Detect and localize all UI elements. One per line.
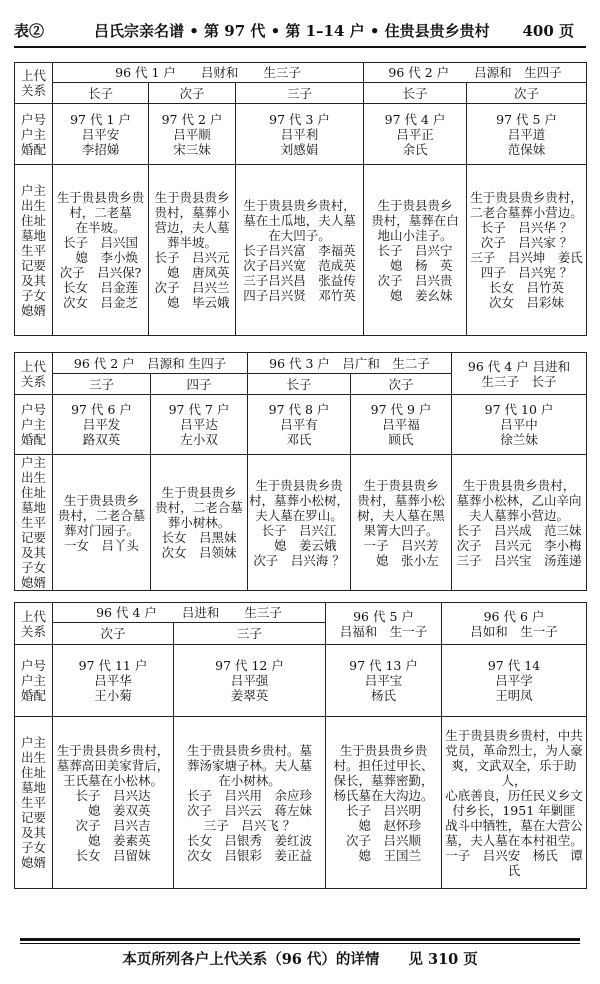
bio-line: 次子 吕兴兰	[154, 280, 230, 295]
bio-line: 媳 姜云娥	[261, 537, 337, 553]
bio-line: 墓葬小松林，乙山辛向	[456, 492, 582, 508]
label-household: 户号户主婚配	[15, 104, 53, 165]
parent-cell: 96 代 3 户 吕广和 生二子	[248, 353, 452, 374]
parent-cell: 96 代 2 户 吕源和 生四子	[53, 353, 248, 374]
household-line: 吕平道	[507, 126, 546, 142]
bio-line: 村，墓葬小松树，	[249, 492, 350, 508]
parent-cell: 96 代 5 户 吕福和 生一子	[326, 603, 442, 645]
bio-line: 地山小洼子。	[377, 227, 453, 243]
household-line: 吕平有	[280, 417, 318, 432]
relation-cell: 次子	[351, 374, 452, 395]
bio-line: 战斗中牺牲，墓在大营公	[445, 817, 583, 833]
household-line: 吕平强	[230, 673, 269, 688]
household-line: 宋三妹	[173, 141, 211, 157]
bio-cell	[248, 455, 351, 591]
bio-line: 次女 吕银彩 姜正益	[186, 847, 312, 863]
household-line: 王明凤	[495, 688, 533, 703]
household-line: 邓氏	[286, 432, 312, 447]
bio-line: 次子 吕兴海 ？	[253, 552, 345, 568]
household-line: 徐兰妹	[500, 432, 538, 447]
household-line: 吕平达	[180, 417, 218, 432]
bio-line: 次子 吕兴保?	[59, 265, 142, 280]
bio-cell	[174, 717, 326, 889]
bio-line: 葬小树林。	[167, 515, 231, 530]
bio-line: 生于贵县贵乡贵村。墓	[186, 742, 312, 758]
household-line: 杨氏	[370, 688, 396, 703]
bio-line: 树，夫人墓在黑	[357, 507, 445, 523]
bio-line: 长子 吕兴用 余应珍	[186, 787, 312, 803]
bio-line: 四子吕兴贤 邓竹英	[243, 287, 356, 303]
bio-line: 次子 吕兴顺	[345, 832, 421, 848]
label-bio: 户主出生住址墓地生平记要及其子女媳婿	[15, 717, 53, 889]
household-line: 97 代 11 户	[78, 658, 148, 673]
relation-cell: 三子	[236, 83, 364, 104]
bio-line: 四子 吕兴宪 ？	[480, 265, 573, 280]
bio-line: 在大凹子。	[268, 227, 331, 243]
bio-cell	[151, 455, 248, 591]
bio-line: 长女 吕竹英	[489, 280, 565, 295]
household-line: 吕平华	[94, 673, 132, 688]
relation-cell: 次子	[467, 83, 587, 104]
household-cell	[442, 645, 587, 717]
parent-cell: 96 代 1 户 吕财和 生三子	[53, 63, 364, 83]
bio-line: 长子 吕兴达	[75, 787, 151, 803]
household-line: 王小菊	[94, 688, 132, 703]
bio-line: 爽，文武双全，乐于助人，	[451, 757, 577, 788]
bio-line: 杨氏墓在大沟边。	[333, 787, 434, 803]
bio-line: 长子 吕兴元	[154, 250, 230, 265]
household-line: 路双英	[82, 432, 121, 447]
household-line: 97 代 5 户	[496, 111, 557, 127]
footer-rule-thick	[20, 938, 580, 941]
bio-line: 心底善良，历任民义乡文	[445, 787, 583, 803]
bio-cell	[467, 165, 587, 336]
bio-line: 长子 吕兴宁	[377, 242, 453, 258]
bio-line: 付乡长，1951 年剿匪	[452, 802, 576, 818]
bio-line: 夫人墓葬小营边。	[469, 507, 570, 523]
page-title: 吕氏宗亲名谱 • 第 97 代 • 第 1–14 户 • 住贵县贵乡贵村	[94, 22, 490, 40]
bio-line: 夫人墓在罗山。	[255, 507, 343, 523]
household-cell	[248, 395, 351, 455]
household-cell	[151, 395, 248, 455]
parent-cell: 96 代 6 户 吕如和 生一子	[442, 603, 587, 645]
relation-cell: 三子	[174, 623, 326, 645]
bio-line: 生于贵县贵乡贵	[339, 742, 428, 758]
page-header	[14, 20, 586, 42]
bio-line: 长女 吕黑妹	[161, 530, 237, 545]
genealogy-table-2	[14, 352, 587, 591]
household-cell	[351, 395, 452, 455]
bio-line: 媳 姜素英	[75, 832, 151, 848]
bio-line: 生于贵县贵乡	[161, 485, 237, 500]
header-rule	[14, 46, 586, 48]
household-cell	[149, 104, 236, 165]
household-line: 吕平顺	[173, 126, 211, 142]
label-household: 户号户主婚配	[15, 645, 53, 717]
bio-cell	[364, 165, 467, 336]
bio-line: 长女 吕银秀 姜红波	[186, 832, 312, 848]
bio-line: 长子 吕兴江	[261, 522, 337, 538]
bio-line: 三子吕兴昌 张益传	[243, 272, 356, 288]
household-line: 吕平学	[495, 673, 533, 688]
bio-line: 贵村，墓葬小松	[357, 492, 445, 508]
bio-line: 生于贵县贵乡贵村，	[243, 197, 356, 213]
bio-line: 生于贵县贵乡贵村，	[462, 477, 576, 493]
table-number: 表②	[14, 22, 45, 40]
bio-line: 生于贵县贵乡贵	[255, 477, 343, 493]
household-line: 顾氏	[388, 432, 414, 447]
household-line: 左小双	[180, 432, 218, 447]
bio-line: 党员，革命烈士，为人豪	[445, 742, 583, 758]
bio-cell	[351, 455, 452, 591]
relation-cell: 长子	[248, 374, 351, 395]
bio-line: 媳 毕云娥	[154, 295, 230, 310]
bio-line: 果箐大凹子。	[363, 522, 439, 538]
genealogy-table-1	[14, 62, 587, 336]
label-parent: 上代关系	[15, 603, 53, 645]
relation-cell: 次子	[53, 623, 174, 645]
bio-line: 次女 吕领妹	[161, 545, 237, 560]
bio-line: 次女 吕彩妹	[489, 295, 565, 310]
bio-line: 媳 赵怀珍	[345, 817, 421, 833]
household-line: 97 代 4 户	[384, 111, 446, 127]
footer-note: 本页所列各户上代关系（96 代）的详情 见 310 页	[122, 951, 478, 968]
label-parent: 上代关系	[15, 63, 53, 104]
bio-cell	[53, 165, 149, 336]
parent-cell: 96 代 2 户 吕源和 生四子	[364, 63, 587, 83]
bio-line: 在半坡。	[75, 220, 126, 235]
label-parent: 上代关系	[15, 353, 53, 395]
household-cell	[326, 645, 442, 717]
bio-line: 媳 姜双英	[75, 802, 151, 818]
bio-line: 墓葬高田美家背后，	[56, 757, 170, 773]
household-line: 97 代 9 户	[370, 402, 432, 417]
parent-cell: 96 代 4 户 吕进和 生三子	[53, 603, 326, 623]
label-bio: 户主出生住址墓地生平记要及其子女媳婿	[15, 455, 53, 591]
bio-line: 村，二老墓	[69, 205, 132, 220]
household-cell	[452, 395, 587, 455]
bio-line: 二老合墓葬小营边。	[470, 205, 583, 220]
bio-line: 墓在土瓜地，夫人墓	[243, 212, 356, 228]
bio-line: 葬对门园子。	[63, 522, 139, 538]
bio-line: 长女 吕金莲	[62, 280, 138, 295]
relation-cell: 长子	[364, 83, 467, 104]
bio-line: 媳 唐凤英	[154, 265, 230, 280]
bio-line: 一女 吕丫头	[63, 537, 139, 553]
bio-line: 媳 李小焕	[62, 250, 138, 265]
footer-rule-thin	[20, 943, 580, 944]
household-line: 吕平福	[382, 417, 420, 432]
relation-cell: 四子	[151, 374, 248, 395]
bio-line: 次女 吕金芝	[62, 295, 138, 310]
household-line: 97 代 6 户	[71, 402, 132, 417]
bio-line: 一子 吕兴芳	[363, 537, 439, 553]
bio-line: 生于贵县贵乡	[363, 477, 439, 493]
household-line: 97 代 1 户	[70, 111, 131, 127]
household-cell	[364, 104, 467, 165]
household-line: 97 代 8 户	[268, 402, 330, 417]
bio-line: 次子 吕兴家 ？	[480, 235, 573, 250]
household-line: 刘感娟	[280, 141, 319, 157]
bio-line: 村。担任过甲长、	[333, 757, 434, 773]
household-cell	[174, 645, 326, 717]
label-bio: 户主出生住址墓地生平记要及其子女媳婿	[15, 165, 53, 336]
household-line: 97 代 7 户	[168, 402, 230, 417]
bio-line: 生于贵县贵乡贵	[56, 190, 145, 205]
household-line: 余氏	[402, 141, 428, 157]
household-line: 吕平正	[396, 126, 434, 142]
relation-cell: 次子	[149, 83, 236, 104]
bio-line: 营边，夫人墓	[154, 220, 230, 235]
bio-line: 生于贵县贵乡	[377, 197, 453, 213]
bio-line: 长女 吕留妹	[75, 847, 151, 863]
bio-line: 三子 吕兴坤 姜氏	[470, 250, 583, 265]
household-line: 吕平安	[81, 126, 120, 142]
household-cell	[53, 645, 174, 717]
household-line: 姜翠英	[230, 688, 269, 703]
bio-cell	[326, 717, 442, 889]
bio-line: 生于贵县贵乡	[154, 190, 230, 205]
bio-cell	[452, 455, 587, 591]
household-cell	[53, 395, 151, 455]
relation-cell: 三子	[53, 374, 151, 395]
bio-line: 长子 吕兴华 ？	[480, 220, 573, 235]
bio-line: 三子 吕兴宝 汤莲递	[456, 552, 582, 568]
bio-line: 媳 姜幺妹	[377, 287, 453, 303]
household-cell	[467, 104, 587, 165]
bio-line: 长子 吕兴国	[62, 235, 138, 250]
bio-line: 生于贵县贵乡贵村，	[56, 742, 170, 758]
bio-line: 次子吕兴宽 范成英	[243, 257, 356, 273]
bio-line: 媳 王国兰	[345, 847, 421, 863]
household-line: 吕平宝	[364, 673, 403, 688]
household-line: 吕平利	[280, 126, 319, 142]
bio-line: 生于贵县贵乡贵村，	[470, 190, 583, 205]
bio-cell	[149, 165, 236, 336]
household-line: 吕平中	[500, 417, 538, 432]
bio-line: 墓，夫人墓在本村祖茔。	[445, 832, 583, 848]
bio-line: 在小树林。	[218, 772, 281, 788]
bio-line: 次子 吕兴贵	[377, 272, 453, 288]
bio-cell	[442, 717, 587, 889]
bio-line: 生于贵县贵乡	[63, 492, 139, 508]
bio-cell	[53, 455, 151, 591]
bio-line: 长子 吕兴明	[345, 802, 421, 818]
bio-line: 媳 张小左	[363, 552, 439, 568]
household-line: 97 代 10 户	[484, 402, 554, 417]
bio-line: 贵村，二老合墓	[155, 500, 243, 515]
household-cell	[53, 104, 149, 165]
label-household: 户号户主婚配	[15, 395, 53, 455]
household-cell	[236, 104, 364, 165]
bio-line: 媳 杨 英	[377, 257, 453, 273]
household-line: 97 代 13 户	[349, 658, 418, 673]
household-line: 97 代 12 户	[215, 658, 284, 673]
bio-line: 长子吕兴富 李福英	[243, 242, 356, 258]
bio-line: 三子 吕兴飞 ？	[203, 817, 296, 833]
bio-line: 葬半坡。	[166, 235, 217, 250]
bio-line: 长子 吕兴成 范三妹	[456, 522, 582, 538]
bio-cell	[236, 165, 364, 336]
household-line: 范保妹	[507, 141, 546, 157]
household-line: 97 代 3 户	[269, 111, 330, 127]
bio-line: 一子 吕兴安 杨氏 谭氏	[445, 847, 583, 878]
household-line: 97 代 14	[487, 658, 541, 673]
household-line: 李招娣	[81, 141, 120, 157]
bio-cell	[53, 717, 174, 889]
page-number: 400 页	[522, 22, 574, 40]
bio-line: 次子 吕兴吉	[75, 817, 151, 833]
bio-line: 次子 吕兴云 蒋左妹	[186, 802, 312, 818]
bio-line: 贵村，二老合墓	[57, 507, 146, 523]
bio-line: 保长，墓葬密勤，	[333, 772, 434, 788]
parent-cell: 96 代 4 户 吕进和 生三子 长子	[452, 353, 587, 395]
bio-line: 贵村，墓葬在白	[371, 212, 459, 228]
bio-line: 王氏墓在小松林。	[62, 772, 163, 788]
bio-line: 生于贵县贵乡贵村，中共	[445, 727, 583, 743]
bio-line: 贵村，墓葬小	[154, 205, 230, 220]
bio-line: 葬汤家塘子林。夫人墓	[186, 757, 312, 773]
household-line: 97 代 2 户	[161, 111, 223, 127]
household-line: 吕平发	[82, 417, 121, 432]
genealogy-table-3	[14, 602, 587, 889]
bio-line: 次子 吕兴元 李小梅	[456, 537, 582, 553]
relation-cell: 长子	[53, 83, 149, 104]
